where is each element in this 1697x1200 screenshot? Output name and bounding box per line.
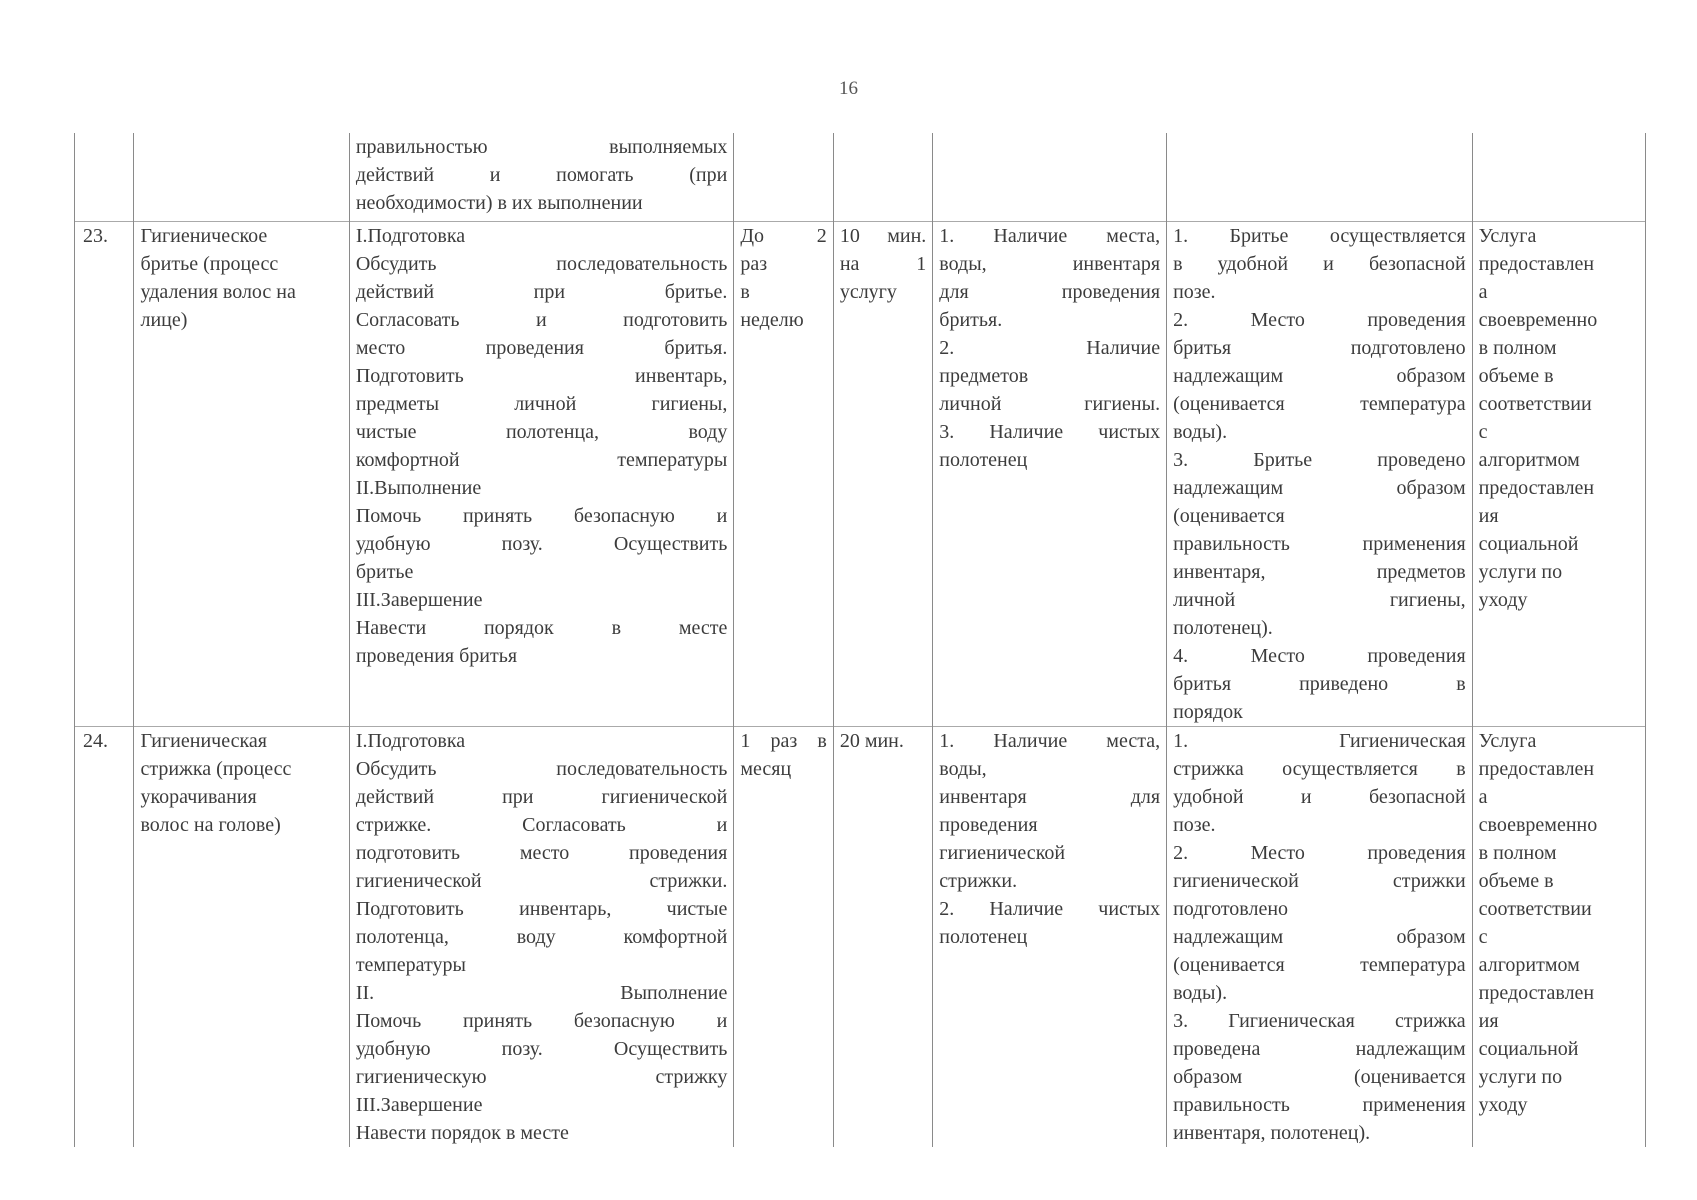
cell-procedure: [349, 133, 734, 222]
text-line: бритье: [355, 561, 414, 583]
text-line: социальной: [1478, 533, 1579, 555]
text-line: температуры: [355, 954, 466, 976]
text-line: II. Выполнение: [355, 982, 728, 1004]
text-line: объеме в: [1478, 870, 1554, 892]
text-line: полотенец: [939, 449, 1028, 471]
service-conditions: [933, 222, 1167, 727]
text-line: раз: [740, 253, 768, 275]
text-line: Навести порядок в месте: [355, 617, 728, 639]
text-line: Подготовить инвентарь, чистые: [355, 898, 728, 920]
text-line: гигиенической: [939, 842, 1066, 864]
text-line: Обсудить последовательность: [355, 758, 728, 780]
cell-frequency: [734, 133, 833, 222]
service-result: [1472, 222, 1645, 727]
text-line: воды).: [1173, 982, 1228, 1004]
service-procedure: [349, 222, 734, 727]
text-line: подготовить место проведения: [355, 842, 728, 864]
text-line: своевременно: [1478, 814, 1598, 836]
row-number: 24.: [75, 727, 134, 1148]
text-line: стрижка осуществляется в: [1173, 758, 1466, 780]
text-line: личной гигиены.: [939, 393, 1161, 415]
text-line: укорачивания: [140, 786, 257, 808]
text-line: предоставлен: [1478, 982, 1595, 1004]
text-line: 1. Бритье осуществляется: [1173, 225, 1466, 247]
cell-criteria: [1167, 133, 1473, 222]
cell-name: [134, 133, 349, 222]
text-line: месяц: [740, 758, 792, 780]
text-line: уходу: [1478, 589, 1528, 611]
text-line: предоставлен: [1478, 758, 1595, 780]
text-line: Услуга: [1478, 225, 1537, 247]
text-line: чистые полотенца, воду: [355, 421, 728, 443]
text-line: стрижка (процесс: [140, 758, 292, 780]
text-line: III.Завершение: [355, 1094, 483, 1116]
text-line: бритье (процесс: [140, 253, 279, 275]
services-table: [74, 133, 1646, 1147]
text-line: своевременно: [1478, 309, 1598, 331]
text-line: а: [1478, 786, 1488, 808]
text-line: позе.: [1173, 281, 1216, 303]
text-line: Гигиеническая: [140, 730, 267, 752]
text-line: предоставлен: [1478, 253, 1595, 275]
text-line: Помочь принять безопасную и: [355, 1010, 728, 1032]
text-line: бритья подготовлено: [1173, 337, 1466, 359]
text-line: услуги по: [1478, 561, 1563, 583]
service-frequency: [734, 727, 833, 1148]
text-line: Подготовить инвентарь,: [355, 365, 728, 387]
text-line: волос на голове): [140, 814, 281, 836]
text-line: действий при бритье.: [355, 281, 728, 303]
service-time: [833, 727, 932, 1148]
text-line: полотенец).: [1173, 617, 1273, 639]
text-line: действий и помогать (при: [355, 164, 728, 186]
text-line: 2. Место проведения: [1173, 309, 1466, 331]
text-line: инвентаря, полотенец).: [1173, 1122, 1371, 1144]
text-line: гигиенической стрижки: [1173, 870, 1466, 892]
table-row-service-23: [75, 222, 1646, 727]
text-line: подготовлено: [1173, 898, 1289, 920]
text-line: алгоритмом: [1478, 449, 1580, 471]
text-line: комфортной температуры: [355, 449, 728, 471]
text-line: Услуга: [1478, 730, 1537, 752]
text-line: соответствии: [1478, 393, 1592, 415]
text-line: с: [1478, 926, 1488, 948]
text-line: (оценивается температура: [1173, 393, 1466, 415]
text-line: предметов: [939, 365, 1029, 387]
service-result: [1472, 727, 1645, 1148]
text-line: Обсудить последовательность: [355, 253, 728, 275]
text-line: предоставлен: [1478, 477, 1595, 499]
text-line: лице): [140, 309, 188, 331]
text-line: алгоритмом: [1478, 954, 1580, 976]
text-line: полотенец: [939, 926, 1028, 948]
text-line: социальной: [1478, 1038, 1579, 1060]
text-line: надлежащим образом: [1173, 926, 1466, 948]
row-number: 23.: [75, 222, 134, 727]
cell-number: [75, 133, 134, 222]
text-line: гигиеническую стрижку: [355, 1066, 728, 1088]
text-line: предметы личной гигиены,: [355, 393, 728, 415]
text-line: образом (оценивается: [1173, 1066, 1466, 1088]
text-line: в полном: [1478, 337, 1557, 359]
table-row-service-24: [75, 727, 1646, 1148]
text-line: позе.: [1173, 814, 1216, 836]
text-line: удобной и безопасной: [1173, 786, 1466, 808]
text-line: (оценивается: [1173, 505, 1285, 527]
cell-time: [833, 133, 932, 222]
text-line: бритья.: [939, 309, 1003, 331]
text-line: 1 раз в: [740, 730, 827, 752]
text-line: полотенца, воду комфортной: [355, 926, 728, 948]
text-line: правильность применения: [1173, 1094, 1466, 1116]
text-line: неделю: [740, 309, 804, 331]
text-line: услугу: [839, 281, 897, 303]
text-line: До 2: [740, 225, 827, 247]
text-line: проведения: [939, 814, 1038, 836]
text-line: удаления волос на: [140, 281, 296, 303]
continuation-row: [75, 133, 1646, 222]
text-line: надлежащим образом: [1173, 365, 1466, 387]
text-line: воды, инвентаря: [939, 253, 1161, 275]
text-line: 1. Наличие места,: [939, 225, 1161, 247]
text-line: 10 мин.: [839, 225, 927, 247]
text-line: проведения бритья: [355, 645, 518, 667]
text-line: I.Подготовка: [355, 225, 466, 247]
text-line: объеме в: [1478, 365, 1554, 387]
service-procedure: [349, 727, 734, 1148]
text-line: 1. Гигиеническая: [1173, 730, 1466, 752]
text-line: 4. Место проведения: [1173, 645, 1466, 667]
text-line: 2. Наличие: [939, 337, 1161, 359]
text-line: бритья приведено в: [1173, 673, 1466, 695]
text-line: правильность применения: [1173, 533, 1466, 555]
text-line: II.Выполнение: [355, 477, 482, 499]
text-line: правильностью выполняемых: [355, 136, 728, 158]
text-line: 3. Бритье проведено: [1173, 449, 1466, 471]
text-line: действий при гигиенической: [355, 786, 728, 808]
text-line: гигиенической стрижки.: [355, 870, 728, 892]
text-line: в: [740, 281, 750, 303]
text-line: Помочь принять безопасную и: [355, 505, 728, 527]
text-line: на 1: [839, 253, 927, 275]
text-line: (оценивается температура: [1173, 954, 1466, 976]
text-line: в полном: [1478, 842, 1557, 864]
service-name: [134, 222, 349, 727]
text-line: Гигиеническое: [140, 225, 268, 247]
text-line: III.Завершение: [355, 589, 483, 611]
text-line: стрижки.: [939, 870, 1018, 892]
text-line: в удобной и безопасной: [1173, 253, 1466, 275]
service-criteria: [1167, 222, 1473, 727]
text-line: а: [1478, 281, 1488, 303]
text-line: надлежащим образом: [1173, 477, 1466, 499]
text-line: 1. Наличие места,: [939, 730, 1161, 752]
text-line: ия: [1478, 505, 1499, 527]
service-conditions: [933, 727, 1167, 1148]
page-number: 16: [839, 78, 858, 99]
service-time: [833, 222, 932, 727]
text-line: услуги по: [1478, 1066, 1563, 1088]
text-line: 3. Наличие чистых: [939, 421, 1161, 443]
text-line: 20 мин.: [839, 730, 904, 752]
text-line: I.Подготовка: [355, 730, 466, 752]
text-line: воды,: [939, 758, 987, 780]
text-line: удобную позу. Осуществить: [355, 1038, 728, 1060]
text-line: 2. Наличие чистых: [939, 898, 1161, 920]
text-line: стрижке. Согласовать и: [355, 814, 728, 836]
text-line: Согласовать и подготовить: [355, 309, 728, 331]
cell-conditions: [933, 133, 1167, 222]
text-line: Навести порядок в месте: [355, 1122, 569, 1144]
text-line: 2. Место проведения: [1173, 842, 1466, 864]
service-frequency: [734, 222, 833, 727]
text-line: инвентаря для: [939, 786, 1161, 808]
text-line: проведена надлежащим: [1173, 1038, 1466, 1060]
service-name: [134, 727, 349, 1148]
text-line: удобную позу. Осуществить: [355, 533, 728, 555]
text-line: соответствии: [1478, 898, 1592, 920]
cell-result: [1472, 133, 1645, 222]
text-line: уходу: [1478, 1094, 1528, 1116]
service-criteria: [1167, 727, 1473, 1148]
text-line: 3. Гигиеническая стрижка: [1173, 1010, 1466, 1032]
text-line: порядок: [1173, 701, 1243, 723]
text-line: инвентаря, предметов: [1173, 561, 1466, 583]
text-line: личной гигиены,: [1173, 589, 1466, 611]
text-line: воды).: [1173, 421, 1228, 443]
text-line: ия: [1478, 1010, 1499, 1032]
text-line: с: [1478, 421, 1488, 443]
text-line: необходимости) в их выполнении: [355, 192, 643, 214]
text-line: для проведения: [939, 281, 1161, 303]
text-line: место проведения бритья.: [355, 337, 728, 359]
